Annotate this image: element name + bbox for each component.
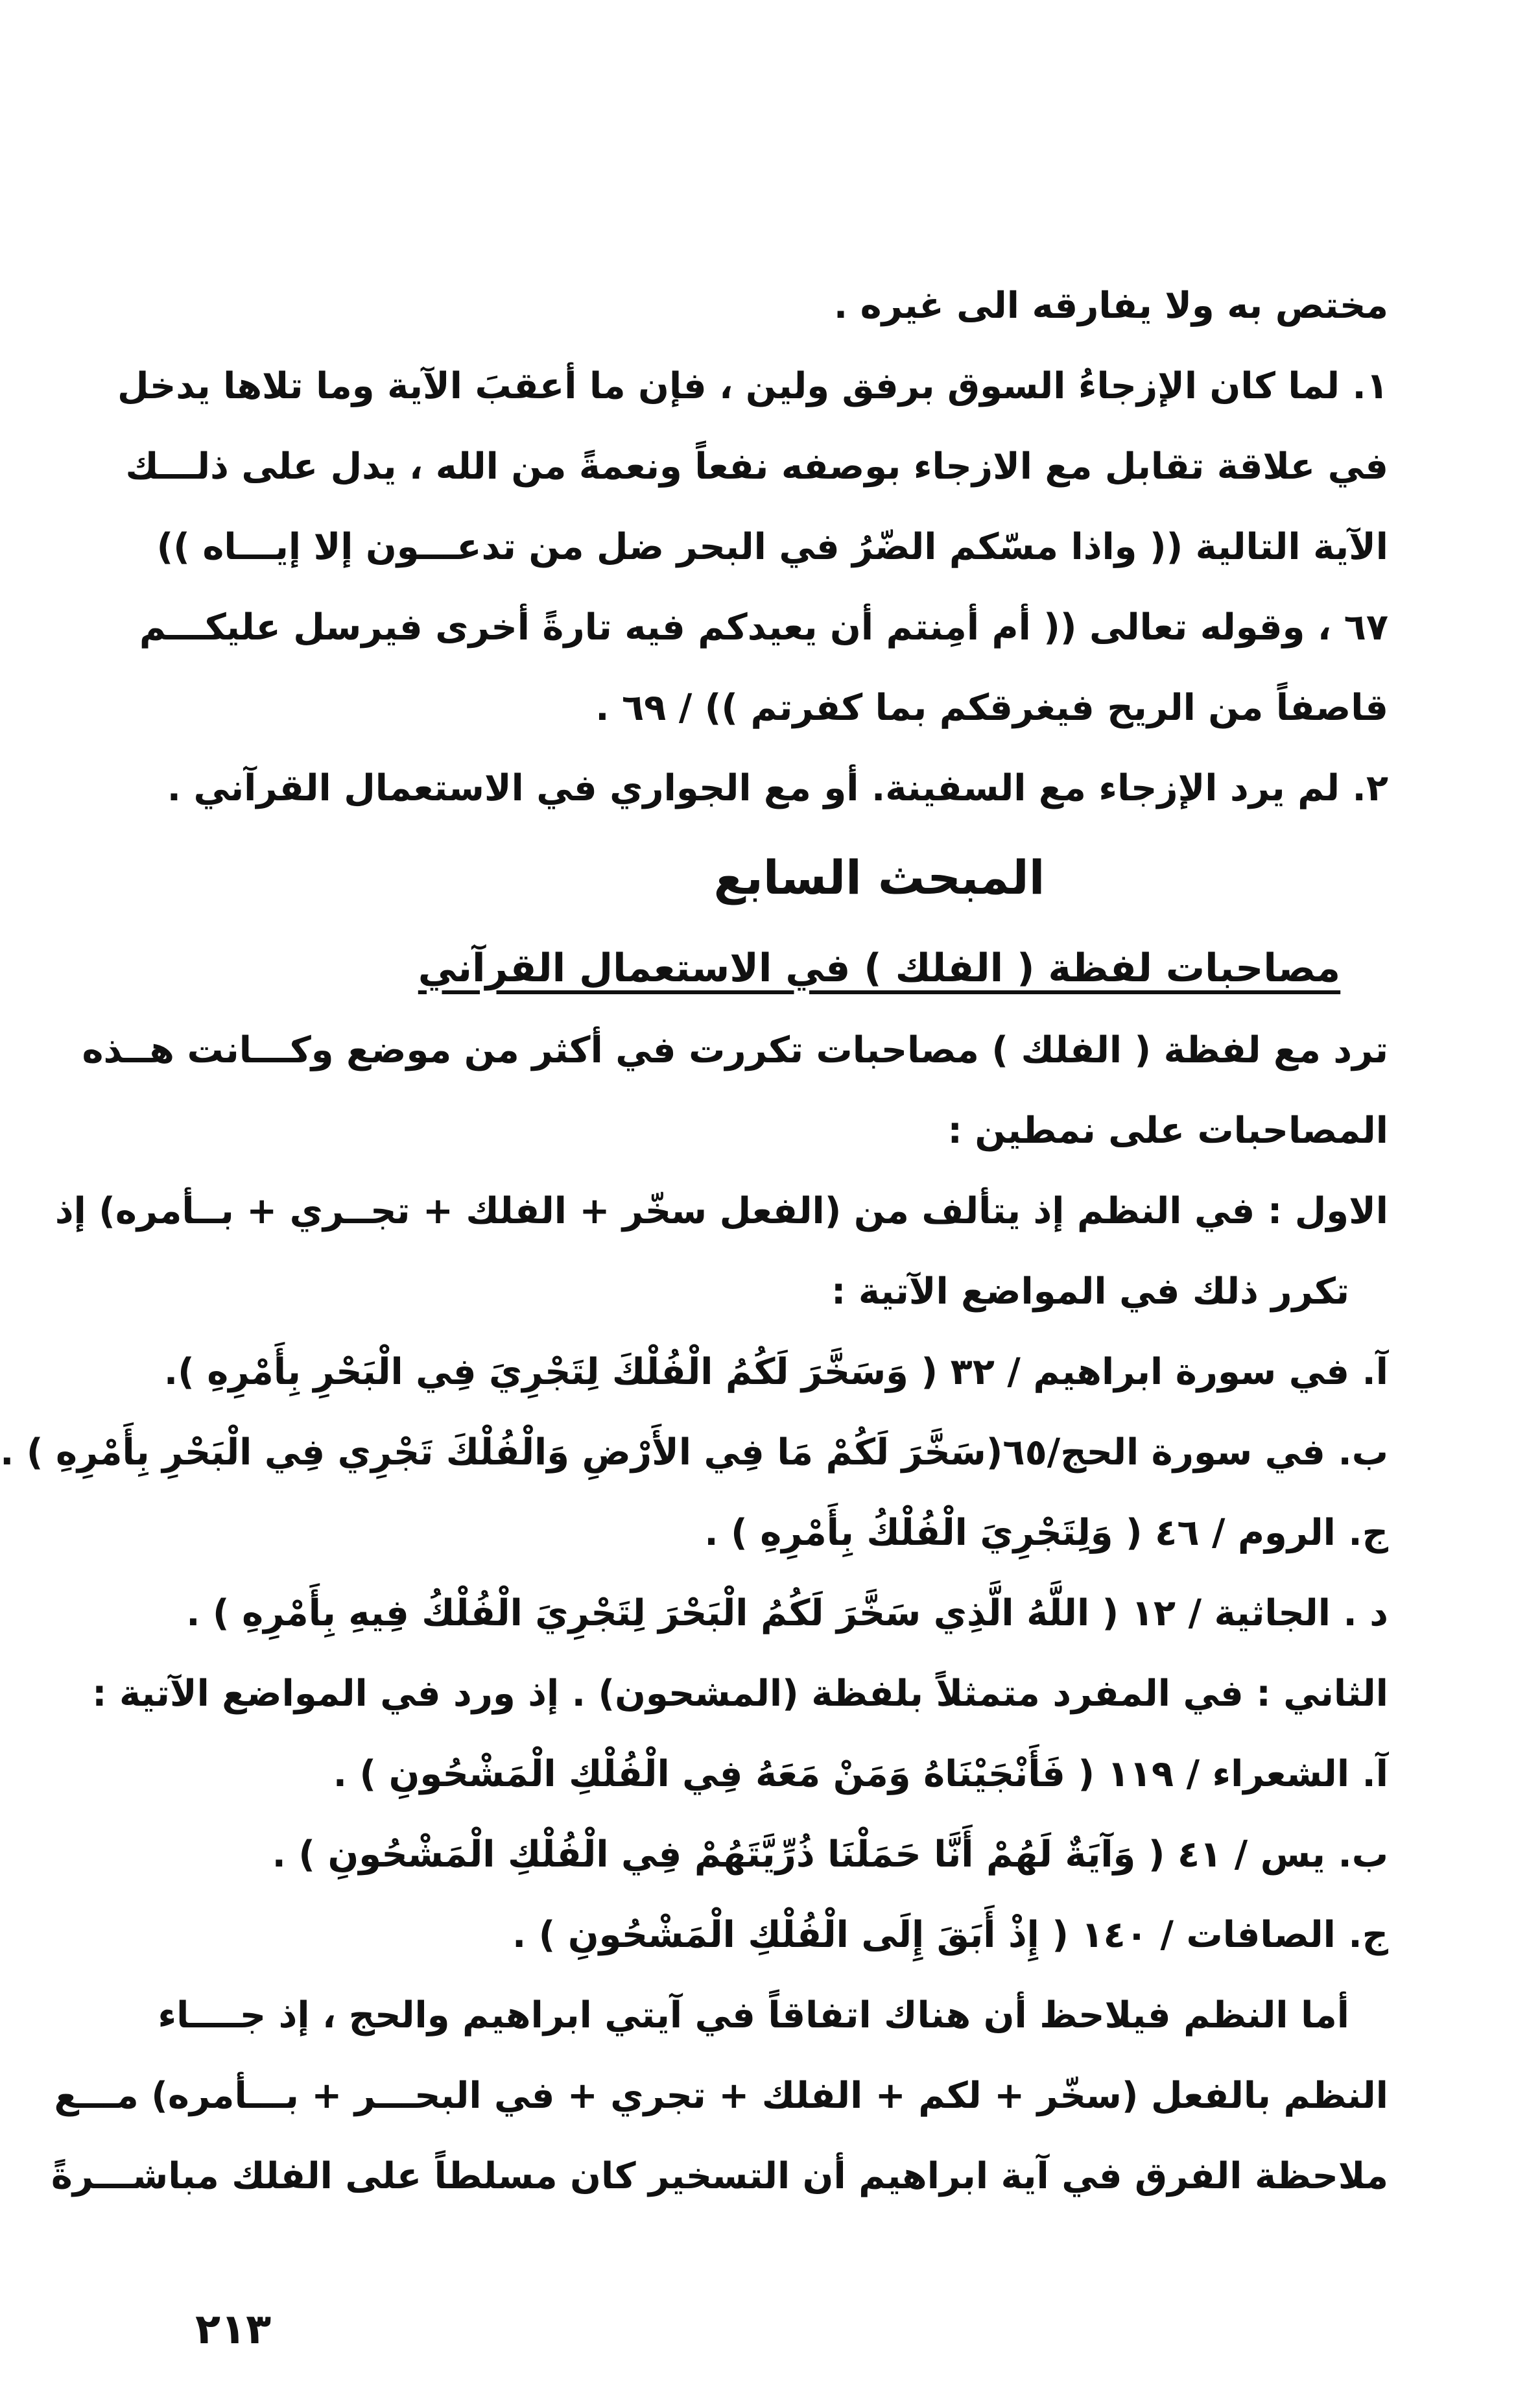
text-line: ملاحظة الفرق في آية ابراهيم أن التسخير كان مسلطاً على الفلك مباشـــرةً	[51, 2155, 1388, 2197]
text-line: في علاقة تقابل مع الازجاء بوصفه نفعاً ونعمةً من الله ، يدل على ذلـــك	[125, 446, 1388, 488]
text-line: ترد مع لفظة ( الفلك ) مصاحبات تكررت في أكثر من موضع وكـــانت هــذه	[82, 1029, 1388, 1071]
text-line: الثاني : في المفرد متمثلاً بلفظة (المشحون) . إذ ورد في المواضع الآتية :	[92, 1673, 1388, 1715]
text-line: النظم بالفعل (سخّر + لكم + الفلك + تجري + في البحـــر + بـــأمره) مـــع	[54, 2075, 1388, 2117]
section-subheading: مصاحبات لفظة ( الفلك ) في الاستعمال القرآني	[418, 946, 1341, 991]
text-line: آ. في سورة ابراهيم / ٣٢ ( وَسَخَّرَ لَكُمُ الْفُلْكَ لِتَجْرِيَ فِي الْبَحْرِ بِأَمْرِهِ ).	[163, 1351, 1388, 1393]
body-text	[0, 266, 1388, 2217]
text-line: الاول : في النظم إذ يتألف من (الفعل سخّر + الفلك + تجــري + بــأمره) إذ	[54, 1190, 1388, 1232]
text-line: تكرر ذلك في المواضع الآتية :	[831, 1271, 1349, 1313]
text-line: آ. الشعراء / ١١٩ ( فَأَنْجَيْنَاهُ وَمَنْ مَعَهُ فِي الْفُلْكِ الْمَشْحُونِ ) .	[333, 1753, 1388, 1795]
text-line: د . الجاثية / ١٢ ( اللَّهُ الَّذِي سَخَّرَ لَكُمُ الْبَحْرَ لِتَجْرِيَ الْفُلْكُ فِيهِ بِأَمْرِهِ ) .	[186, 1592, 1388, 1634]
text-line: مختص به ولا يفارقه الى غيره .	[833, 285, 1388, 327]
text-line: قاصفاً من الريح فيغرقكم بما كفرتم )) / ٦٩ .	[595, 687, 1388, 729]
text-line: ج. الروم / ٤٦ ( وَلِتَجْرِيَ الْفُلْكُ بِأَمْرِهِ ) .	[704, 1512, 1388, 1554]
text-line: ب. يس / ٤١ ( وَآيَةٌ لَهُمْ أَنَّا حَمَلْنَا ذُرِّيَّتَهُمْ فِي الْفُلْكِ الْمَشْحُونِ ) .	[272, 1833, 1388, 1876]
text-line: الآية التالية (( واذا مسّكم الضّرُ في البحر ضل من تدعـــون إلا إيـــاه ))	[156, 526, 1388, 568]
text-line: أما النظم فيلاحظ أن هناك اتفاقاً في آيتي ابراهيم والحج ، إذ جــــاء	[158, 1994, 1349, 2036]
section-heading: المبحث السابع	[713, 850, 1045, 905]
text-line: ١. لما كان الإزجاءُ السوق برفق ولين ، فإن ما أعقبَ الآية وما تلاها يدخل	[117, 365, 1388, 407]
text-line: ٢. لم يرد الإزجاء مع السفينة. أو مع الجواري في الاستعمال القرآني .	[167, 767, 1388, 809]
text-line: المصاحبات على نمطين :	[947, 1110, 1388, 1152]
text-line: ب. في سورة الحج/٦٥(سَخَّرَ لَكُمْ مَا فِي الأَرْضِ وَالْفُلْكَ تَجْرِي فِي الْبَحْرِ بِأَمْرِهِ ) .	[0, 1431, 1388, 1474]
text-line: ٦٧ ، وقوله تعالى (( أم أمِنتم أن يعيدكم فيه تارةً أخرى فيرسل عليكـــم	[139, 606, 1388, 649]
text-line: ج. الصافات / ١٤٠ ( إِذْ أَبَقَ إِلَى الْفُلْكِ الْمَشْحُونِ ) .	[512, 1914, 1388, 1956]
page-number: ٢١٣	[195, 2306, 272, 2354]
